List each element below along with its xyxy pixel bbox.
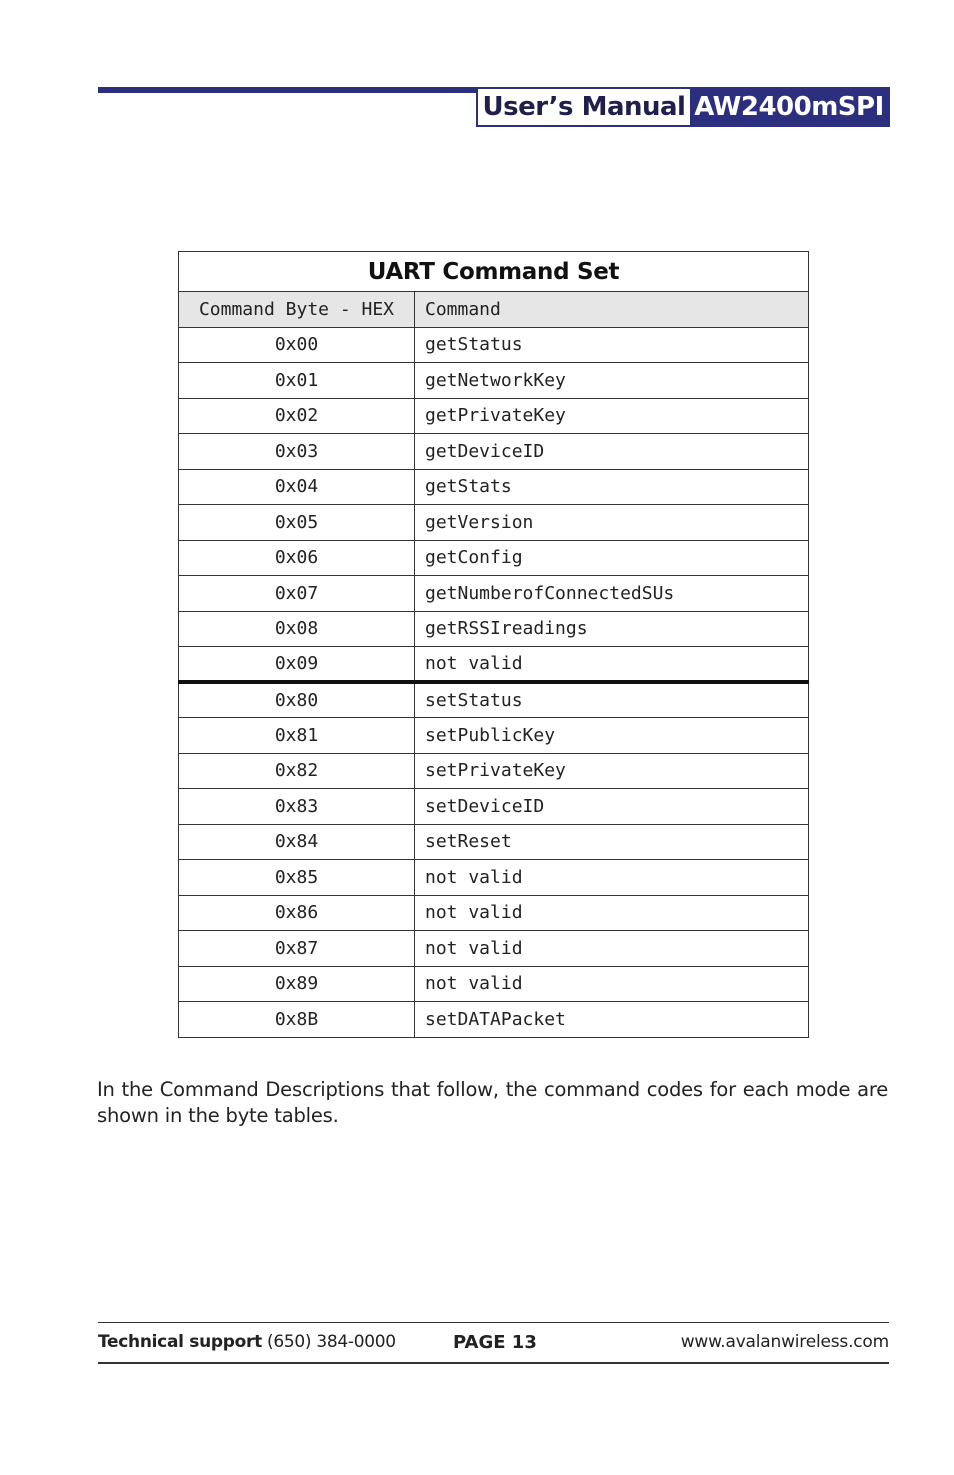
table-row	[179, 895, 809, 931]
command-name-cell: getRSSIreadings	[415, 611, 809, 647]
product-name: AW2400mSPI	[690, 89, 888, 125]
table-row	[179, 469, 809, 505]
command-byte-cell: 0x83	[179, 789, 415, 825]
command-byte-cell: 0x07	[179, 576, 415, 612]
command-byte-cell: 0x02	[179, 398, 415, 434]
command-name-cell: getVersion	[415, 505, 809, 541]
command-name-cell: setPublicKey	[415, 718, 809, 754]
table-row	[179, 647, 809, 683]
table-row	[179, 505, 809, 541]
table-row	[179, 931, 809, 967]
command-byte-cell: 0x03	[179, 434, 415, 470]
column-header-byte: Command Byte - HEX	[179, 292, 415, 328]
header-rule	[98, 87, 478, 93]
table-row	[179, 1002, 809, 1038]
command-byte-cell: 0x05	[179, 505, 415, 541]
footer-rule-top	[98, 1322, 889, 1323]
command-byte-cell: 0x01	[179, 363, 415, 399]
page-number: PAGE 13	[453, 1332, 537, 1353]
table-row	[179, 789, 809, 825]
command-name-cell: getNumberofConnectedSUs	[415, 576, 809, 612]
footer-rule-bottom	[98, 1362, 889, 1364]
command-name-cell: getStatus	[415, 327, 809, 363]
table-row	[179, 363, 809, 399]
command-name-cell: setPrivateKey	[415, 753, 809, 789]
table-row	[179, 682, 809, 718]
command-byte-cell: 0x8B	[179, 1002, 415, 1038]
table-header-row	[179, 292, 809, 328]
table-title-row	[179, 252, 809, 292]
command-name-cell: getPrivateKey	[415, 398, 809, 434]
command-name-cell: getStats	[415, 469, 809, 505]
command-name-cell: not valid	[415, 895, 809, 931]
command-name-cell: not valid	[415, 931, 809, 967]
command-byte-cell: 0x08	[179, 611, 415, 647]
table-row	[179, 611, 809, 647]
table-row	[179, 576, 809, 612]
command-byte-cell: 0x87	[179, 931, 415, 967]
command-byte-cell: 0x85	[179, 860, 415, 896]
command-name-cell: not valid	[415, 647, 809, 683]
command-name-cell: getDeviceID	[415, 434, 809, 470]
uart-command-table	[178, 251, 809, 1038]
command-name-cell: setStatus	[415, 682, 809, 718]
table-row	[179, 753, 809, 789]
command-name-cell: getConfig	[415, 540, 809, 576]
support-label: Technical support	[98, 1332, 262, 1352]
table-row	[179, 860, 809, 896]
command-byte-cell: 0x09	[179, 647, 415, 683]
command-name-cell: getNetworkKey	[415, 363, 809, 399]
table-row	[179, 540, 809, 576]
table-row	[179, 966, 809, 1002]
command-byte-cell: 0x00	[179, 327, 415, 363]
command-name-cell: setReset	[415, 824, 809, 860]
table-title: UART Command Set	[179, 252, 809, 292]
command-byte-cell: 0x80	[179, 682, 415, 718]
command-byte-cell: 0x04	[179, 469, 415, 505]
table-row	[179, 824, 809, 860]
command-name-cell: not valid	[415, 966, 809, 1002]
column-header-command: Command	[415, 292, 809, 328]
table-row	[179, 718, 809, 754]
document-header	[476, 87, 890, 127]
website-url: www.avalanwireless.com	[680, 1332, 889, 1352]
table-row	[179, 434, 809, 470]
body-paragraph: In the Command Descriptions that follow, the command codes for each mode are shown in the byte tables.	[97, 1078, 888, 1127]
command-byte-cell: 0x81	[179, 718, 415, 754]
command-byte-cell: 0x82	[179, 753, 415, 789]
manual-title: User’s Manual	[478, 89, 690, 125]
command-byte-cell: 0x84	[179, 824, 415, 860]
command-name-cell: setDATAPacket	[415, 1002, 809, 1038]
table-body	[179, 327, 809, 1037]
command-name-cell: not valid	[415, 860, 809, 896]
technical-support	[98, 1332, 396, 1352]
command-byte-cell: 0x89	[179, 966, 415, 1002]
table-row	[179, 327, 809, 363]
command-byte-cell: 0x06	[179, 540, 415, 576]
page-footer	[98, 1330, 889, 1358]
command-byte-cell: 0x86	[179, 895, 415, 931]
support-phone: (650) 384-0000	[267, 1332, 396, 1352]
command-name-cell: setDeviceID	[415, 789, 809, 825]
table-row	[179, 398, 809, 434]
